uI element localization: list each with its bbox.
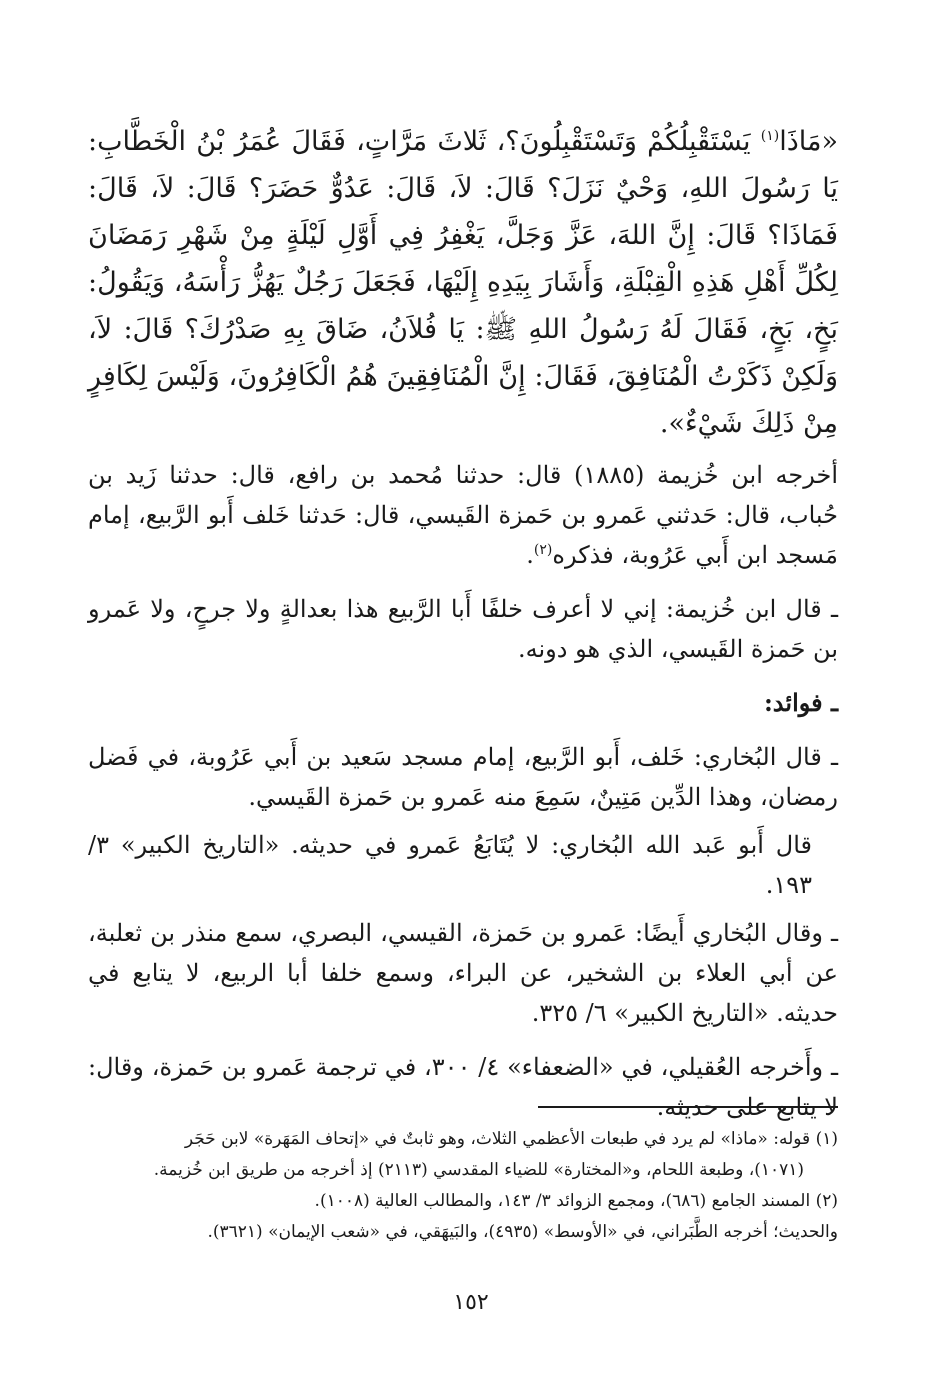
page-body bbox=[88, 118, 838, 1127]
page-number: ١٥٢ bbox=[453, 1290, 489, 1315]
footnotes bbox=[88, 1124, 838, 1248]
footnote-2-line-1: (٢) المسند الجامع (٦٨٦)، ومجمع الزوائد ٣/ ١٤٣، والمطالب العالية (١٠٠٨). bbox=[314, 1191, 838, 1211]
footnote-1 bbox=[88, 1124, 838, 1186]
bukhari-paragraph-2: قال أَبو عَبد الله البُخاري: لا يُتَابَعُ عَمرو في حديثه. «التاريخ الكبير» ٣/ ١٩٣. bbox=[88, 831, 812, 899]
footnote-marker-2[interactable]: (٢) bbox=[533, 542, 553, 558]
hadith-opening: «مَاذَا bbox=[779, 126, 838, 157]
footnote-marker-1[interactable]: (١) bbox=[760, 128, 780, 144]
hadith-body: يَسْتَقْبِلُكُمْ وَتَسْتَقْبِلُونَ؟، ثَلاثَ مَرَّاتٍ، فَقَالَ عُمَرُ بْنُ الْخَطَّابِ: يَا رَسُولَ اللهِ، وَحْيٌ نَزَلَ؟ قَالَ: لاَ، قَالَ: عَدُوٌّ حَضَرَ؟ قَالَ: لاَ، قَالَ: فَمَاذَا؟ قَالَ: إِنَّ اللهَ، عَزَّ وَجَلَّ، يَغْفِرُ فِي أَوَّلِ لَيْلَةٍ مِنْ شَهْرِ رَمَضَانَ لِكُلِّ أَهْلِ هَذِهِ الْقِبْلَةِ، وَأَشَارَ بِيَدِهِ إِلَيْهَا، فَجَعَلَ رَجُلٌ يَهُزُّ رَأْسَهُ، وَيَقُولُ: بَخٍ، بَخٍ، فَقَالَ لَهُ رَسُولُ اللهِ ﷺ: يَا فُلاَنُ، ضَاقَ بِهِ صَدْرُكَ؟ قَالَ: لاَ، وَلَكِنْ ذَكَرْتُ الْمُنَافِقَ، فَقَالَ: إِنَّ الْمُنَافِقِينَ هُمُ الْكَافِرُونَ، وَلَيْسَ لِكَافِرٍ مِنْ ذَلِكَ شَيْءٌ». bbox=[88, 126, 838, 439]
takhrij-text: أخرجه ابن خُزيمة (١٨٨٥) قال: حدثنا مُحمد بن رافع، قال: حدثنا زَيد بن حُباب، قال: حَدثني عَمرو بن حَمزة القَيسي، قال: حَدثنا خَلف أَبو الرَّبيع، إمام مَسجد ابن أَبي عَرُوبة، فذكره bbox=[88, 461, 838, 569]
footnote-1-line-1: (١) قوله: «ماذا» لم يرد في طبعات الأعظمي الثلاث، وهو ثابتٌ في «إتحاف المَهَرة» لابن حَجَر bbox=[184, 1129, 838, 1149]
footnote-separator bbox=[538, 1106, 838, 1108]
footnote-2-continuation: والحديث؛ أخرجه الطَّبَراني، في «الأوسط» (٤٩٣٥)، والبَيهَقي، في «شعب الإيمان» (٣٦٢١). bbox=[207, 1222, 838, 1242]
uqayli-paragraph: ـ وأَخرجه العُقيلي، في «الضعفاء» ٤/ ٣٠٠، في ترجمة عَمرو بن حَمزة، وقال: لا يتابع على حديثه. bbox=[88, 1053, 838, 1121]
takhrij-paragraph bbox=[88, 455, 838, 575]
footnote-1-line-2: (١٠٧١)، وطبعة اللحام، و«المختارة» للضياء المقدسي (٢١١٣) إذ أخرجه من طريق ابن خُزيمة. bbox=[153, 1160, 804, 1180]
takhrij-end: . bbox=[526, 541, 534, 569]
bukhari-paragraph-1: ـ قال البُخاري: خَلف، أَبو الرَّبيع، إمام مسجد سَعيد بن أَبي عَرُوبة، في فَضل رمضان، وهذا الدِّين مَتِينٌ، سَمِعَ منه عَمرو بن حَمزة القَيسي. bbox=[88, 743, 838, 811]
bukhari-paragraph-3: ـ وقال البُخاري أَيضًا: عَمرو بن حَمزة، القيسي، البصري، سمع منذر بن ثعلبة، عن أبي العلاء بن الشخير، عن البراء، وسمع خلفا أبا الربيع، لا يتابع في حديثه. «التاريخ الكبير» ٦/ ٣٢٥. bbox=[88, 919, 838, 1027]
ibn-khuzayma-paragraph: ـ قال ابن خُزيمة: إني لا أعرف خلفًا أَبا الرَّبيع هذا بعدالةٍ ولا جرحٍ، ولا عَمرو بن حَمزة القَيسي، الذي هو دونه. bbox=[88, 595, 839, 663]
footnote-2 bbox=[88, 1186, 838, 1217]
hadith-text bbox=[88, 118, 838, 447]
fawaid-heading: ـ فوائد: bbox=[763, 688, 838, 717]
